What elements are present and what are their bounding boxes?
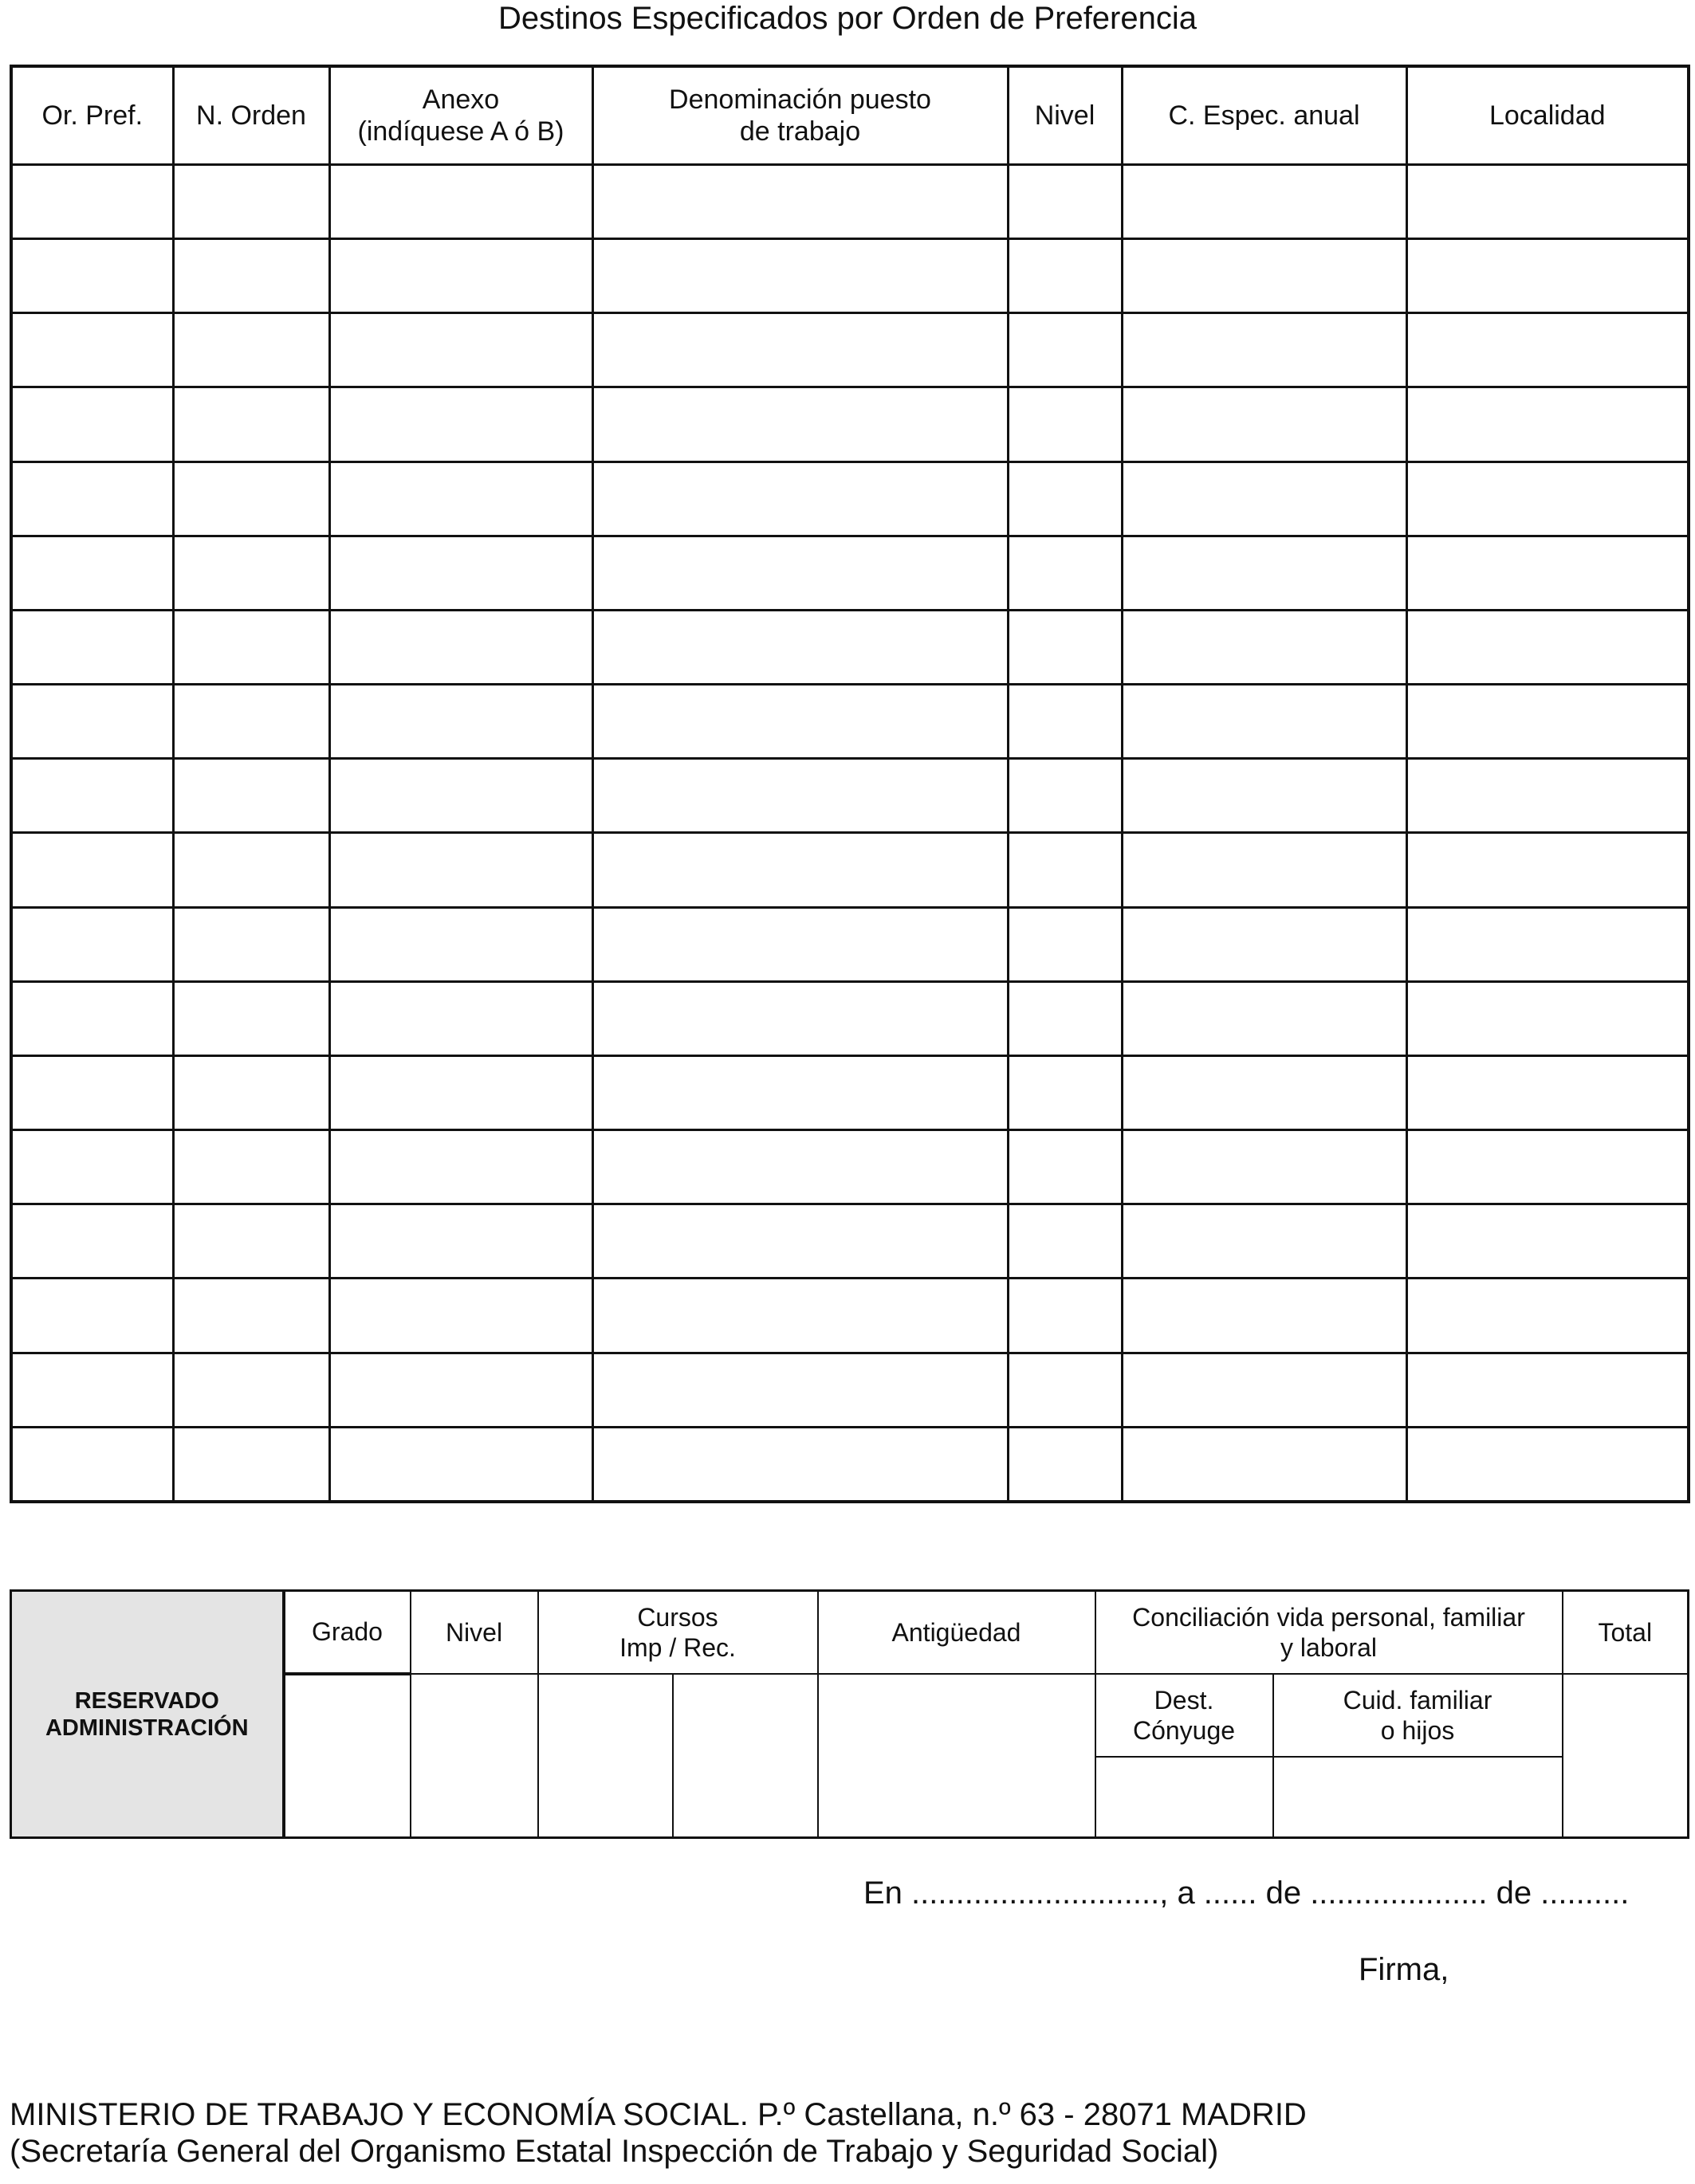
dest-conyuge-value-cell[interactable] — [1095, 1757, 1273, 1838]
cell-anexo[interactable] — [329, 1279, 592, 1353]
cell-c-espec-anual[interactable] — [1122, 1353, 1406, 1427]
table-row — [11, 313, 1689, 387]
cell-nivel[interactable] — [1008, 1427, 1122, 1502]
cell-n-orden[interactable] — [173, 1427, 329, 1502]
cell-c-espec-anual[interactable] — [1122, 685, 1406, 759]
cell-localidad[interactable] — [1406, 610, 1689, 684]
admin-header-row — [11, 1591, 1689, 1674]
cell-anexo[interactable] — [329, 907, 592, 981]
cell-nivel[interactable] — [1008, 833, 1122, 907]
form-title: Destinos Especificados por Orden de Preferencia — [497, 1, 1197, 36]
table-row — [11, 759, 1689, 833]
cell-nivel[interactable] — [1008, 1204, 1122, 1279]
cell-anexo[interactable] — [329, 536, 592, 610]
cell-n-orden[interactable] — [173, 239, 329, 313]
cell-denominacion[interactable] — [592, 833, 1008, 907]
cell-anexo[interactable] — [329, 1427, 592, 1502]
reserved-administration-label: RESERVADO ADMINISTRACIÓN — [11, 1591, 284, 1838]
cell-c-espec-anual[interactable] — [1122, 759, 1406, 833]
table-row — [11, 1055, 1689, 1129]
cell-localidad[interactable] — [1406, 1055, 1689, 1129]
cell-n-orden[interactable] — [173, 907, 329, 981]
cell-localidad[interactable] — [1406, 907, 1689, 981]
cell-or-pref[interactable] — [11, 610, 173, 684]
cell-anexo[interactable] — [329, 1353, 592, 1427]
cell-denominacion[interactable] — [592, 462, 1008, 536]
cell-nivel[interactable] — [1008, 313, 1122, 387]
cell-or-pref[interactable] — [11, 1204, 173, 1279]
header-grado: Grado — [284, 1591, 411, 1674]
header-conciliacion: Conciliación vida personal, familiar y laboral — [1095, 1591, 1563, 1674]
header-anexo: Anexo (indíquese A ó B) — [329, 66, 592, 165]
admin-table — [10, 1589, 1689, 1839]
cell-localidad[interactable] — [1406, 387, 1689, 462]
table-row — [11, 387, 1689, 462]
cell-nivel[interactable] — [1008, 165, 1122, 239]
cell-localidad[interactable] — [1406, 685, 1689, 759]
cell-denominacion[interactable] — [592, 759, 1008, 833]
cell-nivel[interactable] — [1008, 239, 1122, 313]
cell-denominacion[interactable] — [592, 387, 1008, 462]
cell-nivel[interactable] — [1008, 1353, 1122, 1427]
cell-n-orden[interactable] — [173, 165, 329, 239]
cell-anexo[interactable] — [329, 759, 592, 833]
header-n-orden: N. Orden — [173, 66, 329, 165]
cell-or-pref[interactable] — [11, 536, 173, 610]
cell-anexo[interactable] — [329, 610, 592, 684]
cell-localidad[interactable] — [1406, 165, 1689, 239]
table-row — [11, 536, 1689, 610]
cell-or-pref[interactable] — [11, 462, 173, 536]
cell-denominacion[interactable] — [592, 1427, 1008, 1502]
cell-denominacion[interactable] — [592, 1055, 1008, 1129]
table-row — [11, 239, 1689, 313]
cell-c-espec-anual[interactable] — [1122, 165, 1406, 239]
cell-anexo[interactable] — [329, 313, 592, 387]
destinations-header-row — [11, 66, 1689, 165]
cell-c-espec-anual[interactable] — [1122, 536, 1406, 610]
cell-c-espec-anual[interactable] — [1122, 1130, 1406, 1204]
cell-denominacion[interactable] — [592, 981, 1008, 1055]
table-row — [11, 907, 1689, 981]
cell-c-espec-anual[interactable] — [1122, 239, 1406, 313]
table-row — [11, 1204, 1689, 1279]
cell-denominacion[interactable] — [592, 907, 1008, 981]
cell-or-pref[interactable] — [11, 313, 173, 387]
cell-c-espec-anual[interactable] — [1122, 313, 1406, 387]
cell-localidad[interactable] — [1406, 833, 1689, 907]
cell-anexo[interactable] — [329, 387, 592, 462]
cell-or-pref[interactable] — [11, 907, 173, 981]
cell-or-pref[interactable] — [11, 1130, 173, 1204]
cell-n-orden[interactable] — [173, 313, 329, 387]
cursos-rec-value-cell[interactable] — [673, 1674, 818, 1838]
cell-nivel[interactable] — [1008, 981, 1122, 1055]
cell-denominacion[interactable] — [592, 239, 1008, 313]
cell-localidad[interactable] — [1406, 1427, 1689, 1502]
cell-n-orden[interactable] — [173, 462, 329, 536]
cell-nivel[interactable] — [1008, 1130, 1122, 1204]
header-cursos: Cursos Imp / Rec. — [538, 1591, 818, 1674]
footer-secretariat: (Secretaría General del Organismo Estatal Inspección de Trabajo y Seguridad Social) — [10, 2134, 1219, 2169]
cell-localidad[interactable] — [1406, 981, 1689, 1055]
header-denominacion: Denominación puesto de trabajo — [592, 66, 1008, 165]
header-total: Total — [1563, 1591, 1689, 1674]
cell-n-orden[interactable] — [173, 536, 329, 610]
cell-anexo[interactable] — [329, 1055, 592, 1129]
cell-denominacion[interactable] — [592, 313, 1008, 387]
cell-nivel[interactable] — [1008, 610, 1122, 684]
cell-denominacion[interactable] — [592, 536, 1008, 610]
cell-n-orden[interactable] — [173, 685, 329, 759]
header-localidad: Localidad — [1406, 66, 1689, 165]
destinations-table — [10, 65, 1690, 1503]
grado-value-cell[interactable] — [284, 1674, 411, 1838]
cell-nivel[interactable] — [1008, 685, 1122, 759]
date-place-line: En ............................, a ...... de .................... de .......... — [863, 1876, 1630, 1911]
cell-c-espec-anual[interactable] — [1122, 907, 1406, 981]
cell-denominacion[interactable] — [592, 1204, 1008, 1279]
cell-n-orden[interactable] — [173, 759, 329, 833]
cell-denominacion[interactable] — [592, 1353, 1008, 1427]
cell-n-orden[interactable] — [173, 610, 329, 684]
cell-n-orden[interactable] — [173, 1055, 329, 1129]
cell-n-orden[interactable] — [173, 833, 329, 907]
cell-or-pref[interactable] — [11, 239, 173, 313]
cursos-imp-value-cell[interactable] — [538, 1674, 673, 1838]
cell-c-espec-anual[interactable] — [1122, 833, 1406, 907]
cell-localidad[interactable] — [1406, 1279, 1689, 1353]
table-row — [11, 165, 1689, 239]
cell-denominacion[interactable] — [592, 685, 1008, 759]
cell-anexo[interactable] — [329, 981, 592, 1055]
cell-anexo[interactable] — [329, 1130, 592, 1204]
header-c-espec-anual: C. Espec. anual — [1122, 66, 1406, 165]
footer-ministry-address: MINISTERIO DE TRABAJO Y ECONOMÍA SOCIAL. P.º Castellana, n.º 63 - 28071 MADRID — [10, 2097, 1307, 2132]
cell-or-pref[interactable] — [11, 833, 173, 907]
table-row — [11, 610, 1689, 684]
cell-n-orden[interactable] — [173, 1204, 329, 1279]
cell-n-orden[interactable] — [173, 981, 329, 1055]
cell-anexo[interactable] — [329, 1204, 592, 1279]
cell-nivel[interactable] — [1008, 1055, 1122, 1129]
cell-localidad[interactable] — [1406, 1204, 1689, 1279]
cell-or-pref[interactable] — [11, 1279, 173, 1353]
cell-or-pref[interactable] — [11, 1427, 173, 1502]
cell-or-pref[interactable] — [11, 1055, 173, 1129]
cell-localidad[interactable] — [1406, 759, 1689, 833]
header-cuid-familiar: Cuid. familiar o hijos — [1273, 1674, 1563, 1757]
table-row — [11, 981, 1689, 1055]
cell-localidad[interactable] — [1406, 1353, 1689, 1427]
cell-c-espec-anual[interactable] — [1122, 1427, 1406, 1502]
cell-localidad[interactable] — [1406, 239, 1689, 313]
signature-label: Firma, — [1359, 1952, 1449, 1987]
cell-or-pref[interactable] — [11, 1353, 173, 1427]
cell-denominacion[interactable] — [592, 610, 1008, 684]
cell-or-pref[interactable] — [11, 387, 173, 462]
cell-nivel[interactable] — [1008, 1279, 1122, 1353]
cell-c-espec-anual[interactable] — [1122, 1279, 1406, 1353]
cell-or-pref[interactable] — [11, 165, 173, 239]
cell-localidad[interactable] — [1406, 1130, 1689, 1204]
destinations-body — [11, 165, 1689, 1502]
cell-denominacion[interactable] — [592, 165, 1008, 239]
cell-n-orden[interactable] — [173, 1130, 329, 1204]
cell-n-orden[interactable] — [173, 1279, 329, 1353]
cell-nivel[interactable] — [1008, 759, 1122, 833]
table-row — [11, 1427, 1689, 1502]
cell-nivel[interactable] — [1008, 387, 1122, 462]
table-row — [11, 1130, 1689, 1204]
cuid-familiar-value-cell[interactable] — [1273, 1757, 1563, 1838]
header-antiguedad: Antigüedad — [818, 1591, 1095, 1674]
cell-c-espec-anual[interactable] — [1122, 462, 1406, 536]
cell-denominacion[interactable] — [592, 1279, 1008, 1353]
header-dest-conyuge: Dest. Cónyuge — [1095, 1674, 1273, 1757]
cell-n-orden[interactable] — [173, 387, 329, 462]
table-row — [11, 833, 1689, 907]
total-value-cell[interactable] — [1563, 1674, 1689, 1838]
cell-nivel[interactable] — [1008, 907, 1122, 981]
cell-localidad[interactable] — [1406, 536, 1689, 610]
cell-or-pref[interactable] — [11, 981, 173, 1055]
cell-anexo[interactable] — [329, 239, 592, 313]
cell-or-pref[interactable] — [11, 685, 173, 759]
cell-localidad[interactable] — [1406, 313, 1689, 387]
cell-nivel[interactable] — [1008, 462, 1122, 536]
cell-c-espec-anual[interactable] — [1122, 387, 1406, 462]
table-row — [11, 1279, 1689, 1353]
antiguedad-value-cell[interactable] — [818, 1674, 1095, 1838]
cell-localidad[interactable] — [1406, 462, 1689, 536]
nivel-value-cell[interactable] — [411, 1674, 538, 1838]
cell-n-orden[interactable] — [173, 1353, 329, 1427]
cell-anexo[interactable] — [329, 165, 592, 239]
cell-anexo[interactable] — [329, 462, 592, 536]
table-row — [11, 462, 1689, 536]
cell-anexo[interactable] — [329, 833, 592, 907]
cell-anexo[interactable] — [329, 685, 592, 759]
cell-c-espec-anual[interactable] — [1122, 1055, 1406, 1129]
cell-denominacion[interactable] — [592, 1130, 1008, 1204]
cell-nivel[interactable] — [1008, 536, 1122, 610]
header-or-pref: Or. Pref. — [11, 66, 173, 165]
table-row — [11, 1353, 1689, 1427]
header-nivel: Nivel — [1008, 66, 1122, 165]
cell-c-espec-anual[interactable] — [1122, 610, 1406, 684]
table-row — [11, 685, 1689, 759]
cell-c-espec-anual[interactable] — [1122, 981, 1406, 1055]
cell-or-pref[interactable] — [11, 759, 173, 833]
header-nivel-admin: Nivel — [411, 1591, 538, 1674]
cell-c-espec-anual[interactable] — [1122, 1204, 1406, 1279]
